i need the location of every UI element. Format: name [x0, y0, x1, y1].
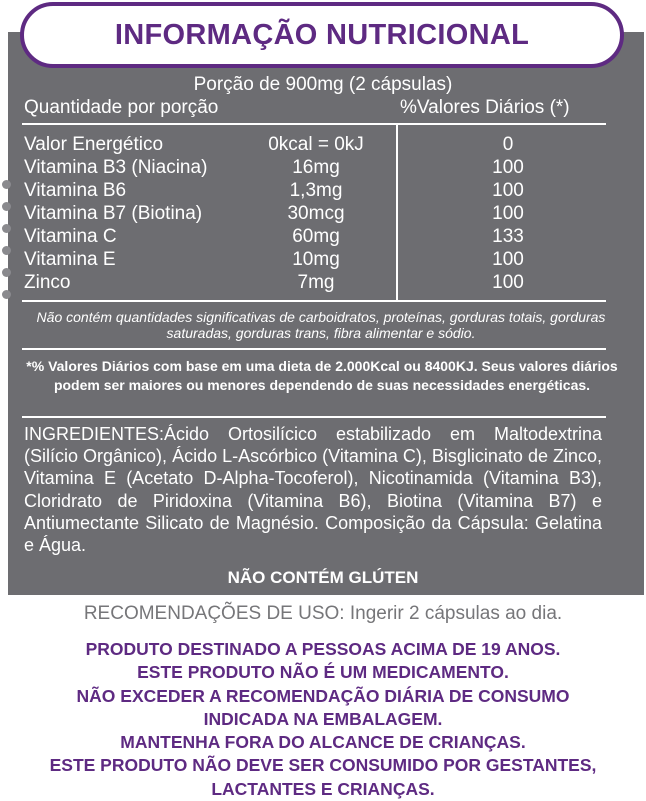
nutrient-amount: 10mg — [292, 249, 340, 270]
table-row — [0, 180, 646, 203]
nutrient-name: Vitamina B7 (Biotina) — [24, 203, 203, 224]
title-banner — [20, 2, 624, 68]
usage-recommendations: RECOMENDAÇÕES DE USO: Ingerir 2 cápsulas ao dia. — [83, 603, 563, 624]
nutrient-daily-value: 100 — [492, 272, 524, 293]
warning-line: MANTENHA FORA DO ALCANCE DE CRIANÇAS. — [120, 732, 526, 753]
table-row — [0, 226, 646, 249]
nutrient-amount: 7mg — [297, 272, 335, 293]
nutrient-amount: 16mg — [292, 157, 340, 178]
table-bottom-divider — [22, 300, 606, 302]
daily-values-note: *% Valores Diários com base em uma dieta de 2.000Kcal ou 8400KJ. Seus valores diários podem ser maiores ou menores dependendo de suas necessidades energéticas. — [26, 358, 618, 393]
not-contains-note: Não contém quantidades significativas de carboidratos, proteínas, gorduras totais, gorduras saturadas, gorduras trans, fibra alimentar e sódio. — [36, 309, 606, 341]
nutrient-name: Vitamina E — [24, 249, 116, 270]
warning-line: PRODUTO DESTINADO A PESSOAS ACIMA DE 19 ANOS. — [85, 639, 561, 659]
nutrient-name: Valor Energético — [24, 134, 164, 155]
nutrient-daily-value: 133 — [492, 226, 524, 247]
gluten-free-notice: NÃO CONTÉM GLÚTEN — [227, 568, 419, 587]
nutrient-name: Zinco — [24, 272, 71, 293]
portion-size: Porção de 900mg (2 cápsulas) — [193, 74, 453, 95]
table-row — [0, 203, 646, 226]
warning-line: LACTANTES E CRIANÇAS. — [211, 778, 435, 799]
nutrient-daily-value: 100 — [492, 180, 524, 201]
warnings-block — [0, 638, 646, 801]
table-row — [0, 249, 646, 272]
nutrient-daily-value: 100 — [492, 203, 524, 224]
nutrient-amount: 60mg — [292, 226, 340, 247]
nutrient-amount: 0kcal = 0kJ — [268, 134, 364, 155]
nutrient-name: Vitamina C — [24, 226, 117, 247]
nutrient-amount: 1,3mg — [289, 180, 343, 201]
note-divider — [22, 348, 606, 350]
warning-line: INDICADA NA EMBALAGEM. — [203, 708, 443, 729]
nutrient-daily-value: 100 — [492, 157, 524, 178]
quantity-header: Quantidade por porção — [24, 97, 219, 118]
nutrient-daily-value: 0 — [502, 134, 514, 155]
table-row — [0, 272, 646, 295]
nutrient-name: Vitamina B3 (Niacina) — [24, 157, 208, 178]
nutrient-name: Vitamina B6 — [24, 180, 127, 201]
nutrient-amount: 30mcg — [287, 203, 345, 224]
warning-line: ESTE PRODUTO NÃO DEVE SER CONSUMIDO POR GESTANTES, — [49, 755, 597, 776]
table-row — [0, 134, 646, 157]
table-top-divider — [22, 123, 606, 125]
nutrient-daily-value: 100 — [492, 249, 524, 270]
ingredients-text: INGREDIENTES:Ácido Ortosilícico estabilizado em Maltodextrina (Silício Orgânico), Ácido L-Ascórbico (Vitamina C), Bisglicinato de Zinco, Vitamina E (Acetato D-Alpha-Tocoferol), Nicotinamida (Vitamina B3), Cloridrato de Piridoxina (Vitamina B6), Biotina (Vitamina B7) e Antiumectante Silicato de Magnésio. Composição da Cápsula: Gelatina e Água. — [24, 424, 602, 556]
warning-line: ESTE PRODUTO NÃO É UM MEDICAMENTO. — [137, 662, 509, 683]
table-row — [0, 157, 646, 180]
ingredients-divider — [22, 416, 606, 418]
page-title: INFORMAÇÃO NUTRICIONAL — [114, 18, 530, 51]
daily-value-header: %Valores Diários (*) — [400, 97, 570, 118]
warning-line: NÃO EXCEDER A RECOMENDAÇÃO DIÁRIA DE CONSUMO — [76, 685, 570, 706]
